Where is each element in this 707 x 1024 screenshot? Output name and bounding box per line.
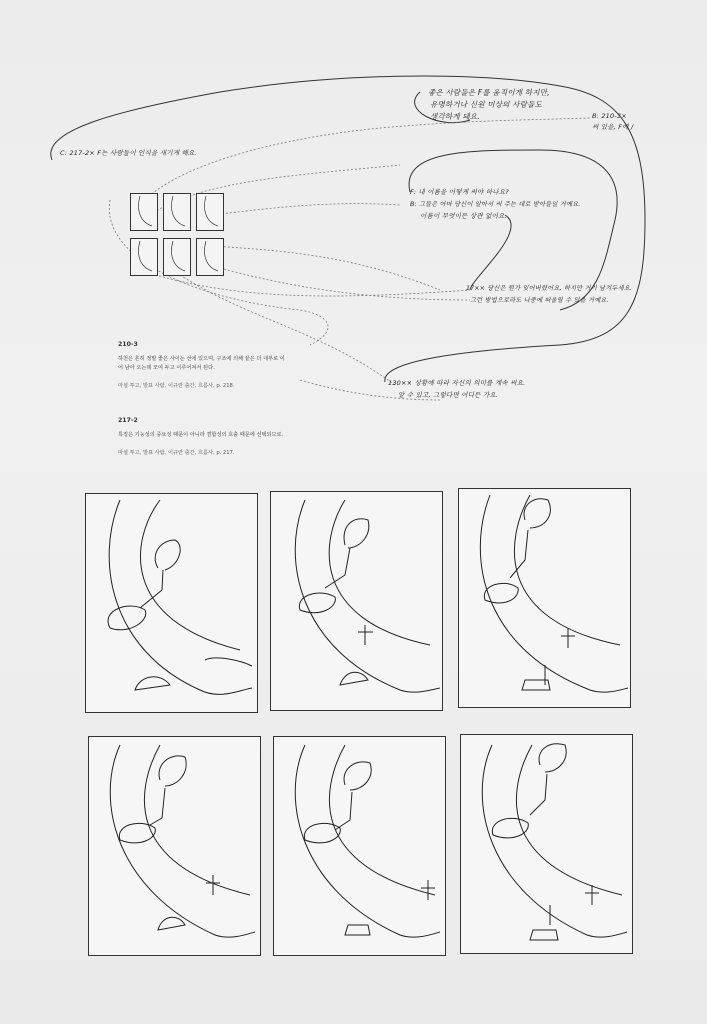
excerpt-210-3-body: 하천은 흔히 정말 좋은 사이는 선에 있으며, 구조에 의해 끝은 더 내부로 이어 남아 오는데 모여 두고 이루어져서 된다. <box>118 356 285 371</box>
excerpt-210-3-heading: 210-3 <box>118 341 138 348</box>
excerpt-217-2-heading: 217-2 <box>118 417 138 424</box>
note-17-a: 17×× 당신은 뭔가 잊어버렸어요, 하지만 거기 남겨두세요. <box>466 285 633 292</box>
note-b-answer-a: B: 그들은 아마 당신이 알아서 써 주는 대로 받아들일 거예요. <box>410 201 581 208</box>
excerpt-217-2-source: 마셜 투고, 발표 사람, 이규란 출간, 흐름사, p. 217. <box>118 450 235 456</box>
note-top-c: 생각하게 돼요. <box>430 112 480 121</box>
note-17-b: 그런 방법으로라도 나중에 떠올릴 수 있을 거예요. <box>470 297 609 304</box>
panel-3-drawing <box>480 495 628 692</box>
note-top-b: 유명하거나 신원 미상의 사람들도 <box>430 100 542 109</box>
note-130-a: 130×× 상황에 따라 자신의 의미를 계속 써요. <box>388 379 526 387</box>
note-b210-a: B: 210-3× <box>592 112 627 120</box>
note-b-answer-b: 이름이 무엇이든 상관 없어요. <box>420 212 507 220</box>
panel-6-drawing <box>482 744 627 940</box>
note-c217: C: 217-2× F는 사람들이 인식을 새기게 해요. <box>60 149 197 157</box>
note-130-b: 알 수 있고, 그렇다면 어디든 가요. <box>398 391 499 399</box>
excerpt-217-2-body: 특징은 기능성의 중요성 때문이 아니라 결합성의 호출 때문에 선택되므로. <box>118 432 284 438</box>
panel-1-drawing <box>108 500 252 694</box>
note-top-a: 좋은 사람들은 F를 움직이게 하지만, <box>428 88 550 97</box>
note-f-question: F: 내 이름을 어떻게 써야 하나요? <box>410 188 509 196</box>
panel-5-drawing <box>295 745 440 937</box>
note-b210-b: 써 있을, F에 / <box>592 123 634 131</box>
panel-2-drawing <box>295 500 440 692</box>
panel-4-drawing <box>110 745 255 937</box>
excerpt-210-3-source: 마셜 투고, 발표 사람, 이규란 출간, 흐름사, p. 218. <box>118 383 235 389</box>
